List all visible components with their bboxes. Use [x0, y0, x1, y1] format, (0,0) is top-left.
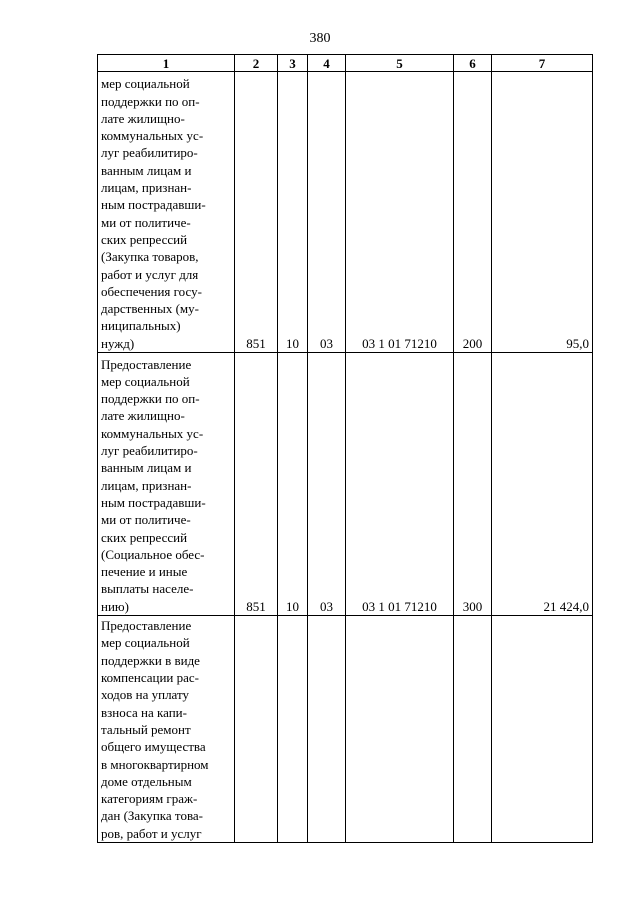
row-subsection-code: 03: [308, 72, 346, 353]
row-subsection-code: 03: [308, 353, 346, 616]
row-amount: [492, 616, 593, 843]
table-row: [98, 72, 593, 353]
row-target-item: [346, 616, 454, 843]
table-row: [98, 353, 593, 616]
header-col-1: 1: [98, 55, 235, 72]
header-col-5: 5: [346, 55, 454, 72]
row-expense-type: [454, 616, 492, 843]
header-col-2: 2: [235, 55, 278, 72]
row-description: мер социальной поддержки по оп- лате жилищно- коммунальных ус- луг реабилитиро- ванным лицам и лицам, признан- ным пострадавши- ми от политиче- ских репрессий (Закупка товаров, работ и услуг для обеспечения госу- дарственных (му- ниципальных) нужд): [98, 72, 235, 353]
row-target-item: 03 1 01 71210: [346, 72, 454, 353]
row-expense-type: 300: [454, 353, 492, 616]
row-ministry-code: 851: [235, 353, 278, 616]
row-amount: 95,0: [492, 72, 593, 353]
row-amount: 21 424,0: [492, 353, 593, 616]
page-number: 380: [309, 31, 331, 46]
table-row: [98, 616, 593, 843]
header-col-7: 7: [492, 55, 593, 72]
budget-table: [97, 54, 593, 843]
header-row: [98, 55, 593, 72]
row-subsection-code: [308, 616, 346, 843]
row-description: Предоставление мер социальной поддержки в виде компенсации рас- ходов на уплату взноса на капи- тальный ремонт общего имущества в многоквартирном доме отдельным категориям граж- дан (Закупка това- ров, работ и услуг: [98, 616, 235, 843]
row-ministry-code: [235, 616, 278, 843]
header-col-4: 4: [308, 55, 346, 72]
row-ministry-code: 851: [235, 72, 278, 353]
row-section-code: 10: [278, 353, 308, 616]
row-expense-type: 200: [454, 72, 492, 353]
row-section-code: [278, 616, 308, 843]
row-target-item: 03 1 01 71210: [346, 353, 454, 616]
row-section-code: 10: [278, 72, 308, 353]
header-col-6: 6: [454, 55, 492, 72]
row-description: Предоставление мер социальной поддержки по оп- лате жилищно- коммунальных ус- луг реабилитиро- ванным лицам и лицам, признан- ным пострадавши- ми от политиче- ских репрессий (Социальное обес- печение и иные выплаты населе- нию): [98, 353, 235, 616]
header-col-3: 3: [278, 55, 308, 72]
